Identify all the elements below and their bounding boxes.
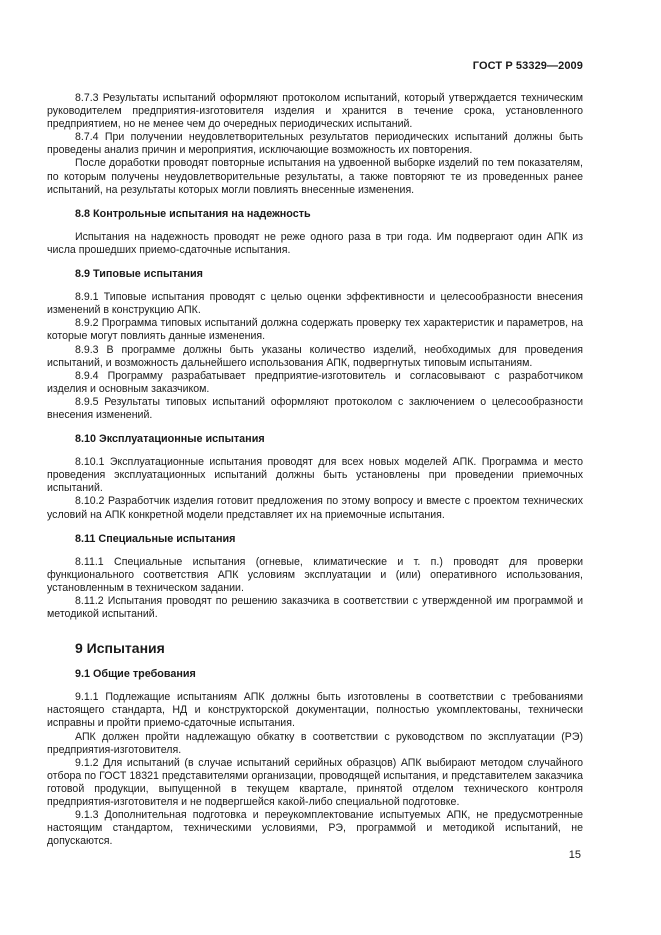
section-heading: 9.1 Общие требования <box>75 668 196 681</box>
paragraph: 8.11.2 Испытания проводят по решению заказчика в соответствии с утвержденной им программой и методикой испытаний. <box>47 595 583 621</box>
paragraph: 8.9.2 Программа типовых испытаний должна содержать проверку тех характеристик и параметров, на которые могут повлиять данные изменения. <box>47 317 583 343</box>
paragraph: 9.1.1 Подлежащие испытаниям АПК должны быть изготовлены в соответствии с требованиями настоящего стандарта, НД и конструкторской документации, полностью укомплектованы, технически исправны и пройти приемо-сдаточные испытания. <box>47 691 583 730</box>
paragraph: 8.7.4 При получении неудовлетворительных результатов периодических испытаний должны быть проведены анализ причин и мероприятия, исключающие возможность их повторения. <box>47 131 583 157</box>
section-heading: 8.9 Типовые испытания <box>75 268 203 281</box>
document-body <box>47 92 583 848</box>
page-number: 15 <box>568 849 581 861</box>
paragraph: 8.9.5 Результаты типовых испытаний оформляют протоколом с заключением о целесообразности внесения изменений. <box>47 395 583 421</box>
paragraph: 8.7.3 Результаты испытаний оформляют протоколом испытаний, который утверждается техническим руководителем предприятия-изготовителя изделия и хранится в течение срока, установленного предприятием, но не менее чем до очередных периодических испытаний. <box>47 92 583 131</box>
section-heading: 8.10 Эксплуатационные испытания <box>75 433 265 446</box>
paragraph: 8.9.3 В программе должны быть указаны количество изделий, необходимых для проведения испытаний, и возможность дальнейшего использования АПК, подвергнутых типовым испытаниям. <box>47 343 583 369</box>
paragraph: 9.1.2 Для испытаний (в случае испытаний серийных образцов) АПК выбирают методом случайного отбора по ГОСТ 18321 представителями организации, проводящей испытания, и представителем заказчика готовой продукции, выпущенной в текущем квартале, принятой отделом технического контроля предприятия-изготовителя и не подвергшейся какой-либо специальной подготовке. <box>47 756 583 809</box>
paragraph: Испытания на надежность проводят не реже одного раза в три года. Им подвергают один АПК из числа прошедших приемо-сдаточные испытания. <box>47 230 583 256</box>
paragraph: 8.11.1 Специальные испытания (огневые, климатические и т. п.) проводят для проверки функционального соответствия АПК условиям эксплуатации и (или) оперативного использования, установленным в техническом задании. <box>47 555 583 594</box>
paragraph: 9.1.3 Дополнительная подготовка и переукомплектование испытуемых АПК, не предусмотренные настоящим стандартом, техническими условиями, РЭ, программой и методикой испытаний, не допускаются. <box>47 809 583 848</box>
paragraph: 8.9.1 Типовые испытания проводят с целью оценки эффективности и целесообразности внесения изменений в конструкцию АПК. <box>47 291 583 317</box>
paragraph: 8.9.4 Программу разрабатывает предприятие-изготовитель и согласовывают с разработчиком изделия и основным заказчиком. <box>47 369 583 395</box>
paragraph: 8.10.1 Эксплуатационные испытания проводят для всех новых моделей АПК. Программа и место проведения эксплуатационных испытаний должны быть установлены при проведении приемочных испытаний. <box>47 456 583 495</box>
paragraph: АПК должен пройти надлежащую обкатку в соответствии с руководством по эксплуатации (РЭ) предприятия-изготовителя. <box>47 730 583 756</box>
section-heading: 8.11 Специальные испытания <box>75 532 236 545</box>
paragraph: 8.10.2 Разработчик изделия готовит предложения по этому вопросу и вместе с проектом технических условий на АПК конкретной модели представляет их на приемочные испытания. <box>47 495 583 521</box>
chapter-heading: 9 Испытания <box>75 640 165 657</box>
section-heading: 8.8 Контрольные испытания на надежность <box>75 207 311 220</box>
paragraph: После доработки проводят повторные испытания на удвоенной выборке изделий по тем показателям, по которым получены неудовлетворительные результаты, а также повторяют те из проведенных ранее испытаний, на результаты которых могли повлиять внесенные изменения. <box>47 157 583 196</box>
standard-designation: ГОСТ Р 53329—2009 <box>472 60 583 72</box>
